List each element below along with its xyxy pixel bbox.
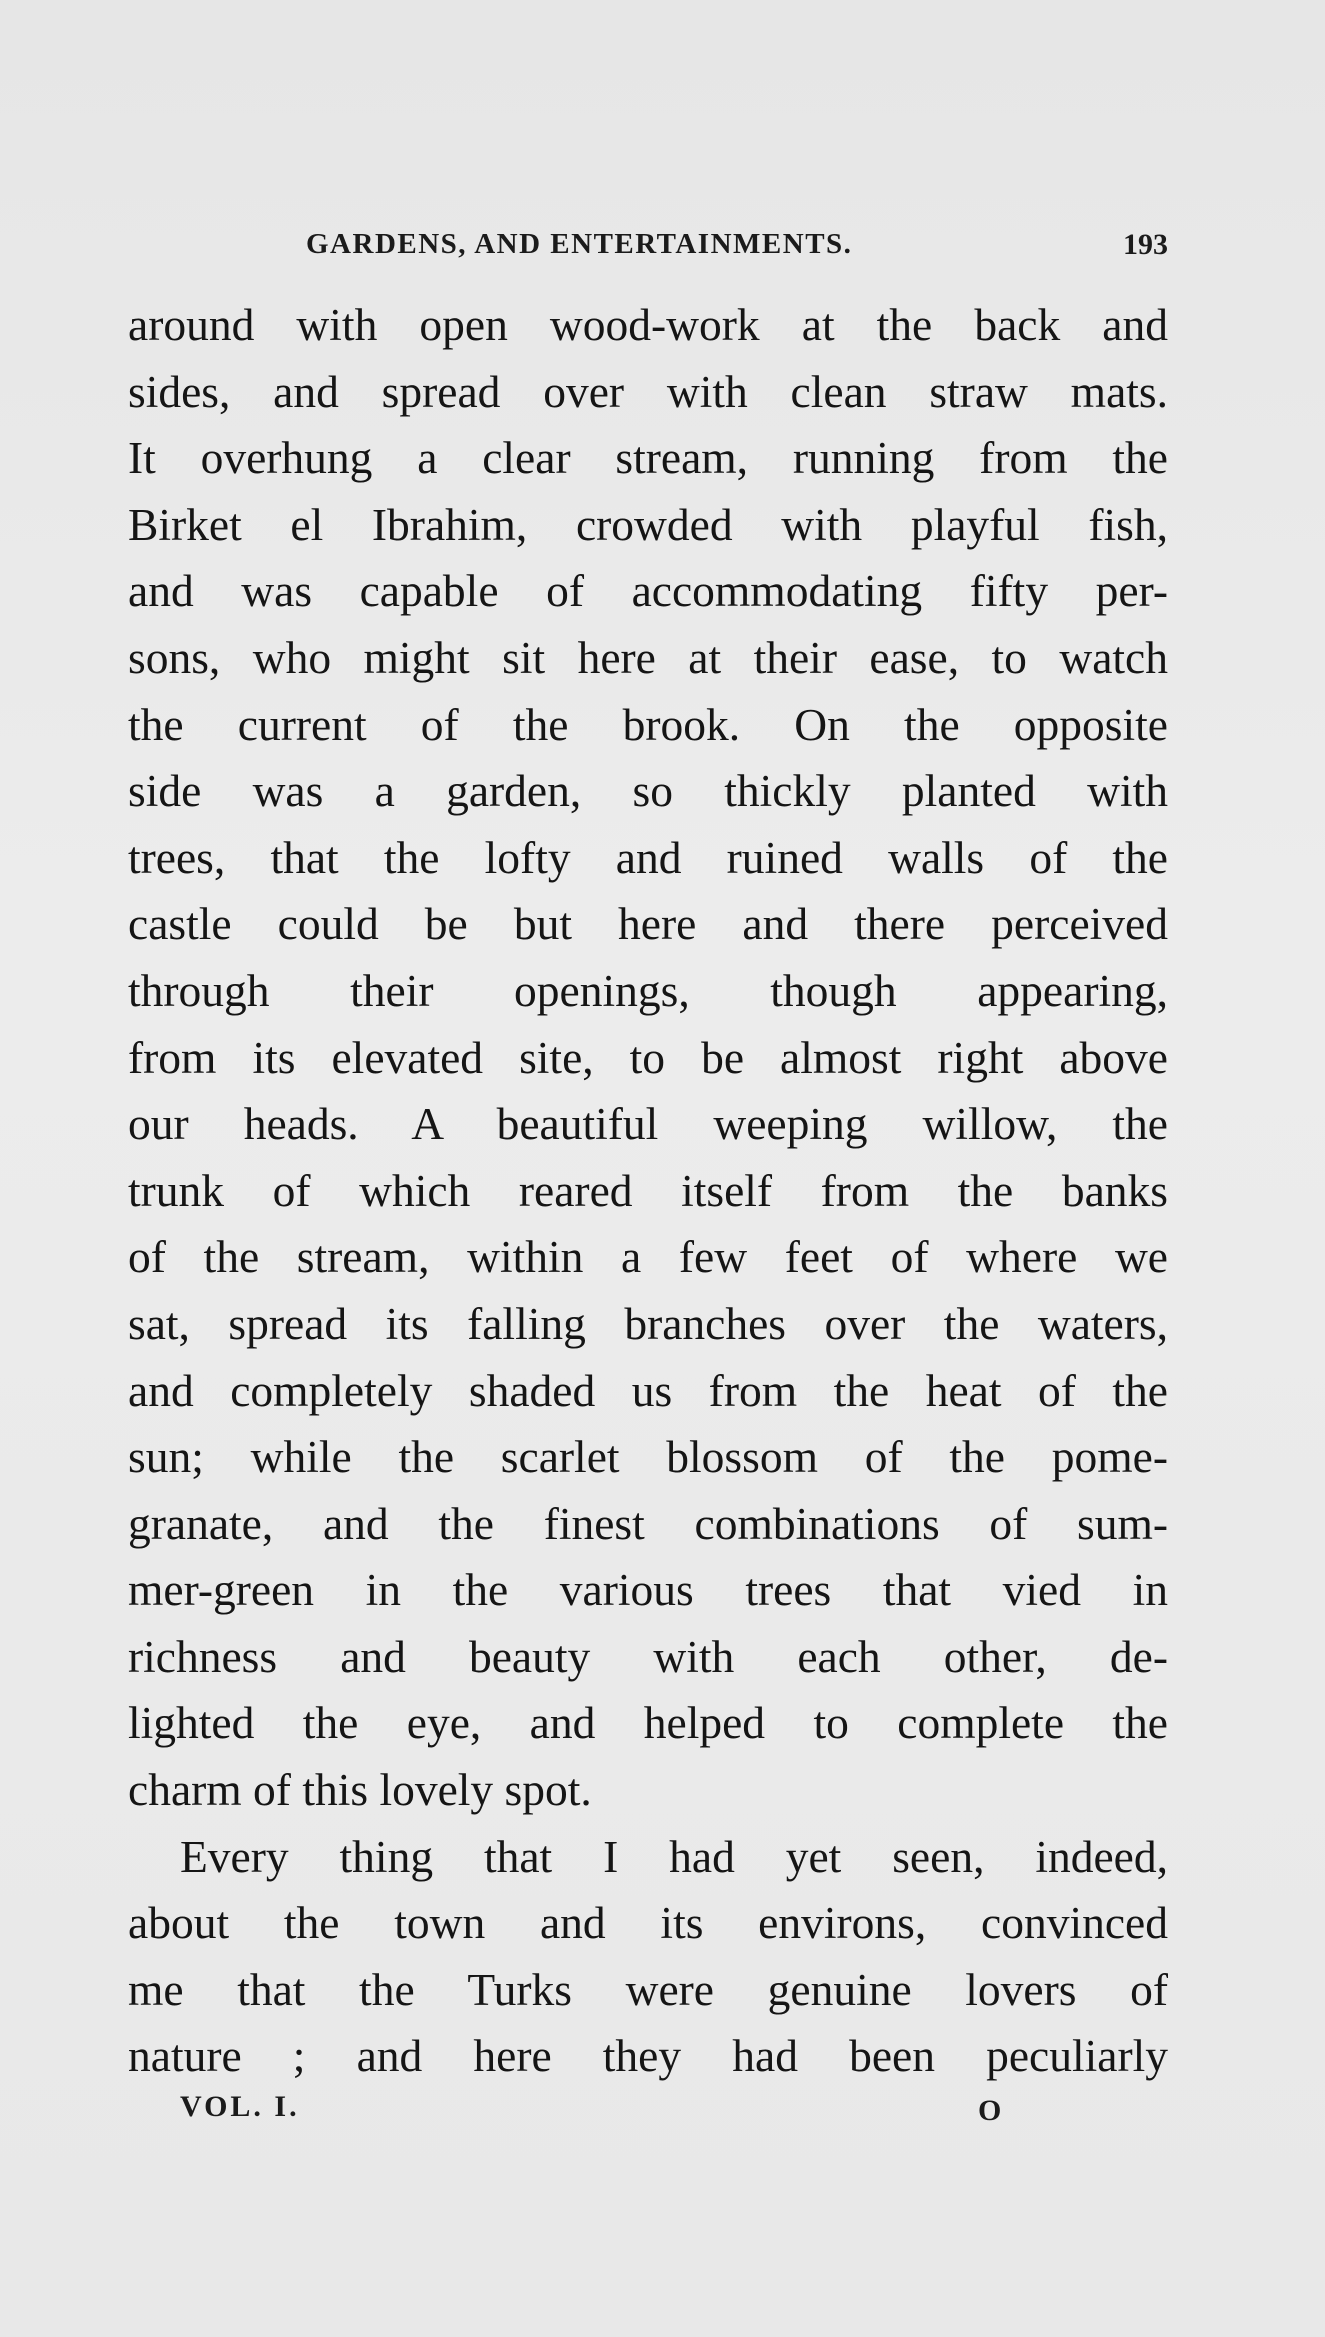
text-line: about the town and its environs, convinced bbox=[128, 1897, 1168, 1949]
volume-label: VOL. I. bbox=[180, 2090, 300, 2123]
text-line: trunk of which reared itself from the banks bbox=[128, 1164, 1168, 1216]
text-line: Birket el Ibrahim, crowded with playful fish, bbox=[128, 498, 1168, 550]
running-head bbox=[128, 228, 1168, 268]
text-line: of the stream, within a few feet of where we bbox=[128, 1231, 1168, 1283]
text-line: me that the Turks were genuine lovers of bbox=[128, 1963, 1168, 2015]
text-line: sons, who might sit here at their ease, to watch bbox=[128, 631, 1168, 683]
text-line: sides, and spread over with clean straw mats. bbox=[128, 365, 1168, 417]
text-line: castle could be but here and there perceived bbox=[128, 898, 1168, 950]
text-line: lighted the eye, and helped to complete the bbox=[128, 1697, 1168, 1749]
text-line: richness and beauty with each other, de- bbox=[128, 1630, 1168, 1682]
text-line: around with open wood-work at the back and bbox=[128, 299, 1168, 350]
page-number: 193 bbox=[1123, 228, 1168, 261]
running-head-title: GARDENS, AND ENTERTAINMENTS. bbox=[306, 228, 853, 260]
text-line: It overhung a clear stream, running from the bbox=[128, 432, 1168, 484]
text-line: nature ; and here they had been peculiarly bbox=[128, 2030, 1168, 2082]
text-line: side was a garden, so thickly planted with bbox=[128, 765, 1168, 817]
text-line: sat, spread its falling branches over the waters, bbox=[128, 1297, 1168, 1349]
text-line: the current of the brook. On the opposite bbox=[128, 698, 1168, 750]
page-footer bbox=[128, 2090, 1168, 2140]
paragraph-end-line: charm of this lovely spot. bbox=[128, 1764, 592, 1816]
signature-mark: O bbox=[978, 2094, 1002, 2127]
text-line: through their openings, though appearing, bbox=[128, 964, 1168, 1016]
text-line: mer-green in the various trees that vied in bbox=[128, 1564, 1168, 1616]
text-line: from its elevated site, to be almost right above bbox=[128, 1031, 1168, 1083]
text-line: our heads. A beautiful weeping willow, the bbox=[128, 1098, 1168, 1150]
body-text bbox=[128, 292, 1168, 2090]
text-line: granate, and the finest combinations of sum- bbox=[128, 1497, 1168, 1549]
text-line: and completely shaded us from the heat of the bbox=[128, 1364, 1168, 1416]
text-line: sun; while the scarlet blossom of the pome- bbox=[128, 1431, 1168, 1483]
text-line: trees, that the lofty and ruined walls of the bbox=[128, 831, 1168, 883]
text-line: and was capable of accommodating fifty per- bbox=[128, 565, 1168, 617]
paragraph-start-line: Every thing that I had yet seen, indeed, bbox=[180, 1830, 1168, 1882]
